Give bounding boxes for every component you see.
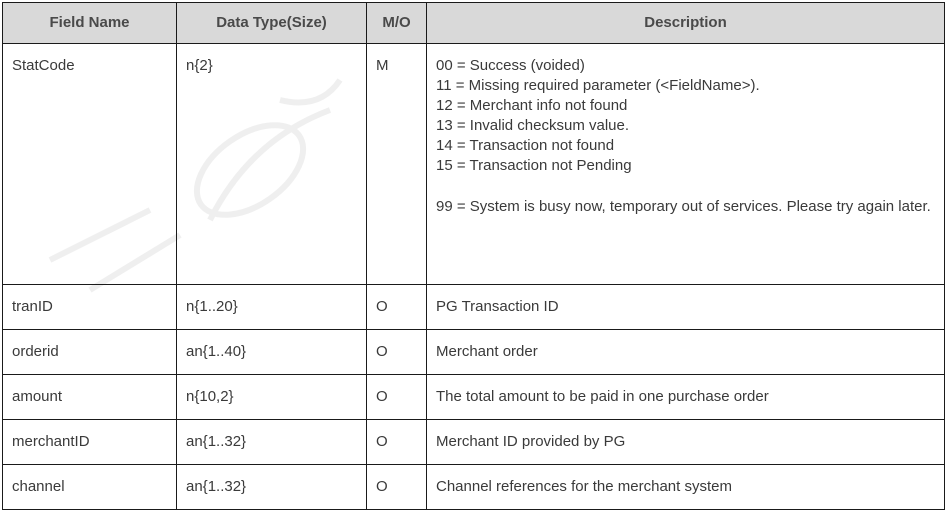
header-description: Description xyxy=(427,3,945,44)
cell-field-name: orderid xyxy=(3,330,177,375)
cell-mo: M xyxy=(367,44,427,285)
table-row xyxy=(3,420,945,465)
cell-mo: O xyxy=(367,375,427,420)
cell-description: PG Transaction ID xyxy=(427,285,945,330)
header-mo: M/O xyxy=(367,3,427,44)
table-row xyxy=(3,44,945,285)
cell-data-type: an{1..32} xyxy=(177,420,367,465)
header-data-type: Data Type(Size) xyxy=(177,3,367,44)
cell-field-name: StatCode xyxy=(3,44,177,285)
table-row xyxy=(3,330,945,375)
cell-description: Merchant ID provided by PG xyxy=(427,420,945,465)
cell-mo: O xyxy=(367,465,427,510)
cell-data-type: n{2} xyxy=(177,44,367,285)
cell-description: Merchant order xyxy=(427,330,945,375)
cell-data-type: n{10,2} xyxy=(177,375,367,420)
cell-description: Channel references for the merchant system xyxy=(427,465,945,510)
cell-mo: O xyxy=(367,285,427,330)
field-spec-table xyxy=(2,2,945,510)
spacer xyxy=(436,176,935,197)
cell-data-type: n{1..20} xyxy=(177,285,367,330)
table-row xyxy=(3,465,945,510)
status-code-line: 99 = System is busy now, temporary out of services. Please try again later. xyxy=(436,198,931,215)
cell-field-name: channel xyxy=(3,465,177,510)
table-row xyxy=(3,285,945,330)
cell-description xyxy=(427,44,945,285)
cell-mo: O xyxy=(367,330,427,375)
cell-field-name: tranID xyxy=(3,285,177,330)
status-code-line: 14 = Transaction not found xyxy=(436,137,615,154)
header-field-name: Field Name xyxy=(3,3,177,44)
status-code-line: 13 = Invalid checksum value. xyxy=(436,117,630,134)
status-code-line: 15 = Transaction not Pending xyxy=(436,157,632,174)
status-code-line: 12 = Merchant info not found xyxy=(436,97,628,114)
cell-field-name: merchantID xyxy=(3,420,177,465)
status-code-line: 11 = Missing required parameter (<FieldName>). xyxy=(436,77,760,94)
table-header-row xyxy=(3,3,945,44)
cell-data-type: an{1..40} xyxy=(177,330,367,375)
cell-description: The total amount to be paid in one purchase order xyxy=(427,375,945,420)
table-row xyxy=(3,375,945,420)
cell-field-name: amount xyxy=(3,375,177,420)
cell-mo: O xyxy=(367,420,427,465)
cell-data-type: an{1..32} xyxy=(177,465,367,510)
status-code-line: 00 = Success (voided) xyxy=(436,57,585,74)
